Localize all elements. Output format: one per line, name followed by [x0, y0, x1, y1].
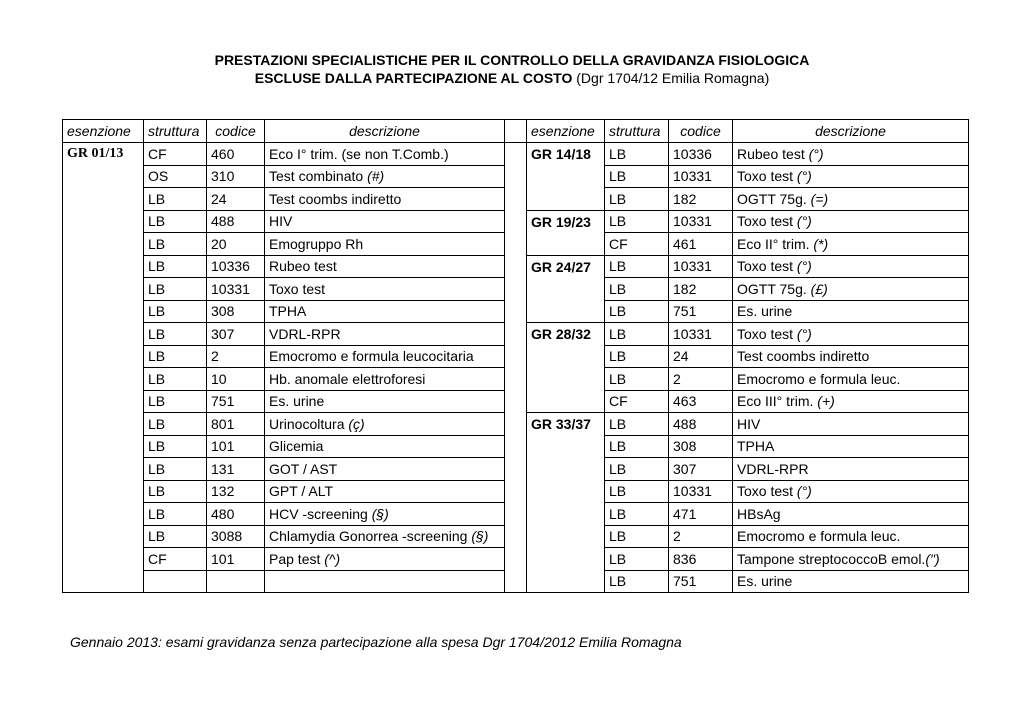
table-row: [63, 413, 969, 436]
right-descrizione: [733, 255, 969, 278]
document-title: [0, 52, 1024, 68]
right-note-symbol: (°): [796, 483, 812, 500]
right-note-symbol: (°): [808, 145, 824, 162]
right-codice: 2: [669, 525, 733, 548]
column-gap: [505, 548, 527, 571]
right-descrizione: [733, 323, 969, 346]
left-descrizione: [265, 435, 505, 458]
left-note-symbol: (ç): [348, 415, 365, 432]
right-struttura: LB: [605, 278, 669, 301]
right-struttura: LB: [605, 368, 669, 391]
left-struttura: LB: [144, 390, 207, 413]
column-gap: [505, 570, 527, 593]
right-codice: 471: [669, 503, 733, 526]
right-esenzione-group: GR 24/27: [527, 255, 605, 323]
left-descrizione: [265, 300, 505, 323]
right-codice: 308: [669, 435, 733, 458]
left-struttura: LB: [144, 435, 207, 458]
left-descrizione-text: GOT / AST: [269, 460, 338, 477]
exams-table: [62, 119, 969, 593]
right-descrizione: [733, 233, 969, 256]
left-descrizione: [265, 413, 505, 436]
header-struttura-left: struttura: [144, 120, 207, 143]
header-descrizione-left: descrizione: [265, 120, 505, 143]
right-note-symbol: (=): [810, 190, 829, 207]
header-esenzione-left: esenzione: [63, 120, 144, 143]
right-struttura: LB: [605, 458, 669, 481]
left-descrizione: [265, 368, 505, 391]
column-gap: [505, 300, 527, 323]
header-codice-right: codice: [669, 120, 733, 143]
right-codice: 463: [669, 390, 733, 413]
column-gap: [505, 323, 527, 346]
right-struttura: LB: [605, 480, 669, 503]
right-descrizione: [733, 548, 969, 571]
right-struttura: LB: [605, 300, 669, 323]
column-gap: [505, 345, 527, 368]
right-codice: 182: [669, 278, 733, 301]
column-gap: [505, 143, 527, 166]
column-gap: [505, 525, 527, 548]
left-codice: 20: [207, 233, 265, 256]
right-descrizione-text: Eco II° trim.: [737, 235, 814, 252]
left-codice: 2: [207, 345, 265, 368]
right-descrizione: [733, 165, 969, 188]
table-row: [63, 368, 969, 391]
right-descrizione-text: HBsAg: [737, 505, 781, 522]
right-descrizione-text: Eco III° trim.: [737, 393, 818, 410]
right-struttura: CF: [605, 233, 669, 256]
table-row: [63, 525, 969, 548]
left-descrizione: [265, 143, 505, 166]
right-descrizione: [733, 503, 969, 526]
right-codice: 10331: [669, 480, 733, 503]
left-struttura: CF: [144, 548, 207, 571]
left-descrizione-text: Toxo test: [269, 280, 326, 297]
right-codice: 10331: [669, 210, 733, 233]
right-descrizione: [733, 525, 969, 548]
right-descrizione-text: Rubeo test: [737, 145, 809, 162]
table-row: [63, 233, 969, 256]
left-struttura: LB: [144, 255, 207, 278]
right-codice: 461: [669, 233, 733, 256]
left-struttura: LB: [144, 210, 207, 233]
left-codice: 24: [207, 188, 265, 211]
right-descrizione: [733, 188, 969, 211]
right-codice: 488: [669, 413, 733, 436]
left-descrizione: [265, 345, 505, 368]
right-descrizione-text: Toxo test: [737, 325, 797, 342]
right-struttura: LB: [605, 143, 669, 166]
right-codice: 10331: [669, 165, 733, 188]
left-descrizione-text: Urinocoltura: [269, 415, 349, 432]
left-codice: 460: [207, 143, 265, 166]
right-descrizione-text: VDRL-RPR: [737, 460, 809, 477]
left-codice: 751: [207, 390, 265, 413]
table-row: [63, 143, 969, 166]
left-struttura: LB: [144, 368, 207, 391]
right-descrizione: [733, 210, 969, 233]
left-note-symbol: (#): [367, 168, 385, 185]
left-descrizione: [265, 233, 505, 256]
document-subtitle: [0, 70, 1024, 86]
right-descrizione: [733, 413, 969, 436]
right-struttura: LB: [605, 570, 669, 593]
left-descrizione-text: HCV -screening: [269, 505, 372, 522]
right-codice: 10331: [669, 323, 733, 346]
right-note-symbol: (+): [817, 393, 835, 410]
left-struttura: LB: [144, 345, 207, 368]
right-struttura: LB: [605, 503, 669, 526]
column-gap: [505, 188, 527, 211]
right-note-symbol: ("): [925, 550, 940, 567]
left-codice: [207, 570, 265, 593]
left-descrizione: [265, 503, 505, 526]
left-descrizione-text: Rubeo test: [269, 258, 337, 275]
right-descrizione-text: Emocromo e formula leuc.: [737, 370, 901, 387]
right-descrizione-text: Es. urine: [737, 303, 793, 320]
column-gap: [505, 458, 527, 481]
right-esenzione-group: GR 14/18: [527, 143, 605, 211]
left-codice: 101: [207, 548, 265, 571]
left-descrizione-text: TPHA: [269, 303, 307, 320]
left-descrizione: [265, 255, 505, 278]
right-codice: 2: [669, 368, 733, 391]
left-struttura: LB: [144, 458, 207, 481]
right-descrizione: [733, 480, 969, 503]
right-descrizione-text: OGTT 75g.: [737, 190, 811, 207]
right-descrizione: [733, 368, 969, 391]
right-codice: 836: [669, 548, 733, 571]
left-codice: 308: [207, 300, 265, 323]
left-codice: 310: [207, 165, 265, 188]
right-struttura: LB: [605, 255, 669, 278]
left-descrizione: [265, 458, 505, 481]
left-codice: 3088: [207, 525, 265, 548]
right-note-symbol: (*): [813, 235, 829, 252]
right-esenzione-group: GR 33/37: [527, 413, 605, 593]
left-struttura: LB: [144, 413, 207, 436]
left-descrizione-text: HIV: [269, 213, 293, 230]
right-descrizione-text: HIV: [737, 415, 761, 432]
left-descrizione-text: Eco I° trim. (se non T.Comb.): [269, 145, 449, 162]
right-struttura: CF: [605, 390, 669, 413]
left-struttura: LB: [144, 188, 207, 211]
right-esenzione-group: GR 19/23: [527, 210, 605, 255]
left-descrizione-text: Test coombs indiretto: [269, 190, 402, 207]
right-codice: 751: [669, 300, 733, 323]
right-descrizione: [733, 143, 969, 166]
left-descrizione-text: Es. urine: [269, 393, 325, 410]
title-line-1: PRESTAZIONI SPECIALISTICHE PER IL CONTROLLO DELLA GRAVIDANZA FISIOLOGICA: [214, 52, 810, 68]
table-row: [63, 570, 969, 593]
left-descrizione: [265, 210, 505, 233]
left-codice: 131: [207, 458, 265, 481]
right-struttura: LB: [605, 165, 669, 188]
left-codice: 480: [207, 503, 265, 526]
right-descrizione-text: OGTT 75g.: [737, 280, 811, 297]
left-struttura: [144, 570, 207, 593]
left-note-symbol: (^): [324, 550, 341, 567]
left-descrizione: [265, 548, 505, 571]
header-esenzione-right: esenzione: [527, 120, 605, 143]
left-codice: 132: [207, 480, 265, 503]
footer-note: Gennaio 2013: esami gravidanza senza partecipazione alla spesa Dgr 1704/2012 Emilia Romagna: [70, 634, 682, 650]
table-row: [63, 255, 969, 278]
left-descrizione: [265, 480, 505, 503]
column-gap: [505, 390, 527, 413]
right-descrizione-text: Tampone streptococcoB emol.: [737, 550, 926, 567]
column-gap: [505, 503, 527, 526]
left-descrizione-text: Chlamydia Gonorrea -screening: [269, 528, 472, 545]
header-codice-left: codice: [207, 120, 265, 143]
column-gap: [505, 120, 527, 143]
right-descrizione-text: TPHA: [737, 438, 775, 455]
left-descrizione: [265, 278, 505, 301]
column-gap: [505, 480, 527, 503]
right-note-symbol: (£): [810, 280, 828, 297]
right-descrizione: [733, 278, 969, 301]
left-descrizione-text: Emogruppo Rh: [269, 235, 364, 252]
title-line-2-bold: ESCLUSE DALLA PARTECIPAZIONE AL COSTO: [254, 70, 573, 86]
column-gap: [505, 210, 527, 233]
right-codice: 751: [669, 570, 733, 593]
left-struttura: LB: [144, 503, 207, 526]
right-note-symbol: (°): [796, 325, 812, 342]
right-note-symbol: (°): [796, 213, 812, 230]
left-struttura: LB: [144, 278, 207, 301]
right-descrizione-text: Toxo test: [737, 168, 797, 185]
right-descrizione: [733, 300, 969, 323]
column-gap: [505, 435, 527, 458]
title-line-2-rest: (Dgr 1704/12 Emilia Romagna): [572, 70, 770, 86]
right-struttura: LB: [605, 210, 669, 233]
column-gap: [505, 233, 527, 256]
left-struttura: OS: [144, 165, 207, 188]
right-codice: 307: [669, 458, 733, 481]
right-note-symbol: (°): [796, 168, 812, 185]
left-descrizione: [265, 525, 505, 548]
left-descrizione: [265, 165, 505, 188]
table-row: [63, 480, 969, 503]
left-descrizione-text: Emocromo e formula leucocitaria: [269, 348, 474, 365]
right-codice: 24: [669, 345, 733, 368]
left-descrizione: [265, 188, 505, 211]
left-struttura: CF: [144, 143, 207, 166]
left-struttura: LB: [144, 480, 207, 503]
left-codice: 307: [207, 323, 265, 346]
table-row: [63, 435, 969, 458]
right-descrizione: [733, 458, 969, 481]
right-struttura: LB: [605, 435, 669, 458]
table-row: [63, 390, 969, 413]
right-codice: 10331: [669, 255, 733, 278]
column-gap: [505, 278, 527, 301]
left-descrizione-text: Hb. anomale elettroforesi: [269, 370, 426, 387]
left-descrizione-text: GPT / ALT: [269, 483, 334, 500]
right-codice: 10336: [669, 143, 733, 166]
right-descrizione-text: Toxo test: [737, 483, 797, 500]
right-struttura: LB: [605, 323, 669, 346]
table-row: [63, 345, 969, 368]
right-descrizione-text: Test coombs indiretto: [737, 348, 870, 365]
left-codice: 488: [207, 210, 265, 233]
table-row: [63, 300, 969, 323]
table-row: [63, 188, 969, 211]
left-descrizione: [265, 570, 505, 593]
table-body: [63, 120, 969, 593]
column-gap: [505, 255, 527, 278]
header-descrizione-right: descrizione: [733, 120, 969, 143]
left-note-symbol: (§): [471, 528, 489, 545]
left-descrizione-text: Test combinato: [269, 168, 368, 185]
right-descrizione-text: Emocromo e formula leuc.: [737, 528, 901, 545]
left-note-symbol: (§): [371, 505, 389, 522]
left-codice: 10336: [207, 255, 265, 278]
right-descrizione-text: Es. urine: [737, 573, 793, 590]
left-codice: 10331: [207, 278, 265, 301]
left-descrizione: [265, 323, 505, 346]
right-descrizione: [733, 390, 969, 413]
right-struttura: LB: [605, 188, 669, 211]
left-struttura: LB: [144, 525, 207, 548]
left-descrizione-text: Glicemia: [269, 438, 324, 455]
table-row: [63, 458, 969, 481]
left-struttura: LB: [144, 323, 207, 346]
table-row: [63, 278, 969, 301]
right-struttura: LB: [605, 413, 669, 436]
left-descrizione: [265, 390, 505, 413]
header-row: [63, 120, 969, 143]
right-descrizione-text: Toxo test: [737, 213, 797, 230]
table-row: [63, 503, 969, 526]
header-struttura-right: struttura: [605, 120, 669, 143]
left-descrizione-text: VDRL-RPR: [269, 325, 341, 342]
right-codice: 182: [669, 188, 733, 211]
left-codice: 10: [207, 368, 265, 391]
table-row: [63, 323, 969, 346]
right-struttura: LB: [605, 525, 669, 548]
column-gap: [505, 368, 527, 391]
table-row: [63, 548, 969, 571]
right-struttura: LB: [605, 345, 669, 368]
column-gap: [505, 165, 527, 188]
left-struttura: LB: [144, 300, 207, 323]
right-descrizione: [733, 570, 969, 593]
left-esenzione-group: GR 01/13: [63, 143, 144, 593]
table-row: [63, 165, 969, 188]
right-descrizione: [733, 435, 969, 458]
left-codice: 801: [207, 413, 265, 436]
left-struttura: LB: [144, 233, 207, 256]
table-row: [63, 210, 969, 233]
right-esenzione-group: GR 28/32: [527, 323, 605, 413]
left-codice: 101: [207, 435, 265, 458]
right-descrizione: [733, 345, 969, 368]
right-descrizione-text: Toxo test: [737, 258, 797, 275]
right-struttura: LB: [605, 548, 669, 571]
right-note-symbol: (°): [796, 258, 812, 275]
column-gap: [505, 413, 527, 436]
left-descrizione-text: Pap test: [269, 550, 325, 567]
